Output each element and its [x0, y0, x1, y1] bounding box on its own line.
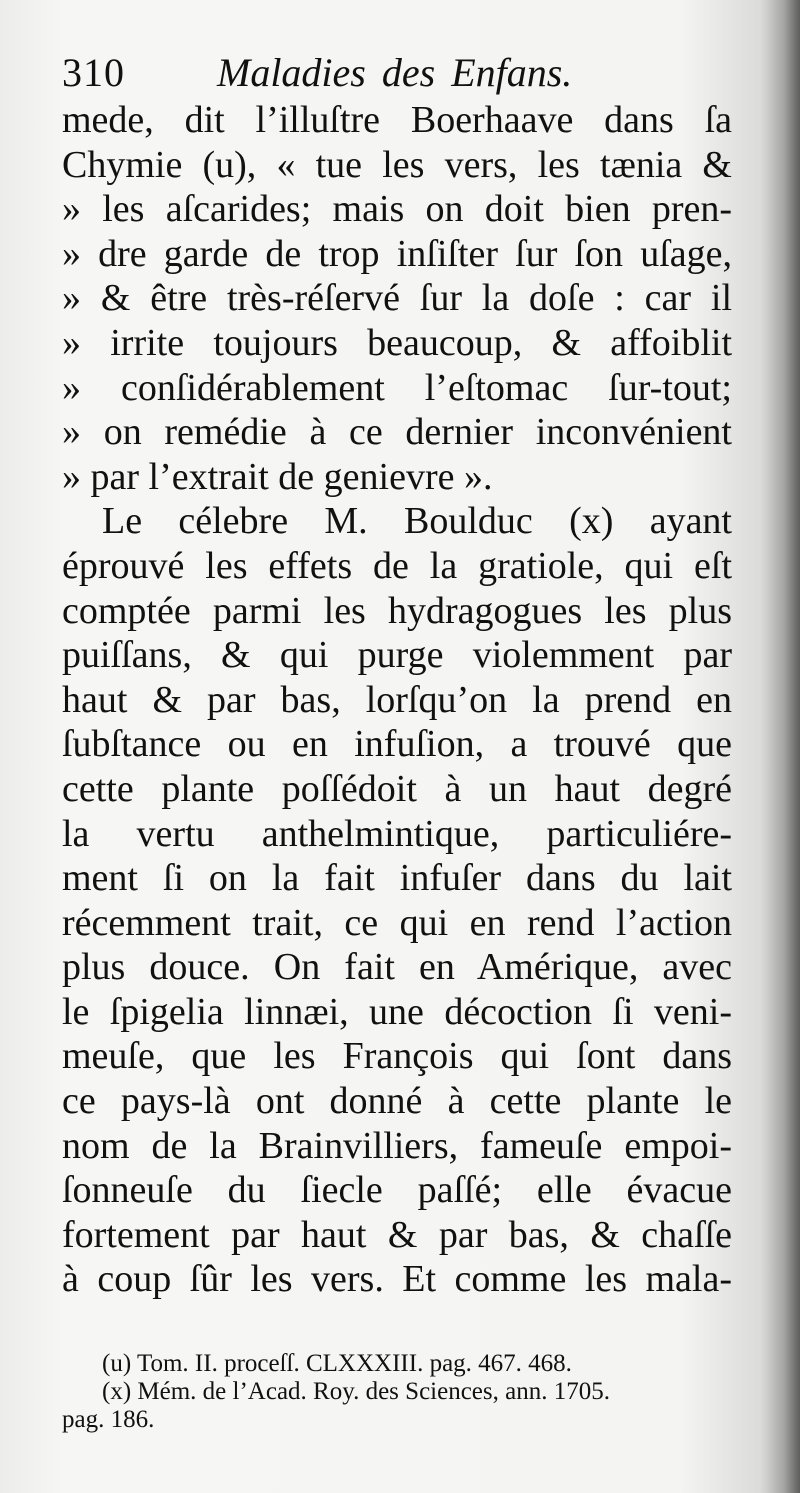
page-edge-shadow [760, 0, 800, 1493]
text-line: ce pays-là ont donné à cette plante le [62, 1080, 732, 1123]
text-line: la vertu anthelmintique, particuliére- [62, 812, 732, 855]
text-line: à coup ſûr les vers. Et comme les mala- [62, 1258, 732, 1301]
text-line: puiſſans, & qui purge violemment par [62, 634, 732, 677]
text-line: le ſpigelia linnæi, une décoction ſi veni- [62, 990, 732, 1033]
body-text [62, 98, 732, 1302]
footnote-x: (x) Mém. de l’Acad. Roy. des Sciences, ann. 1705. [102, 1378, 610, 1405]
text-line: nom de la Brainvilliers, fameuſe empoi- [62, 1124, 732, 1167]
text-line: haut & par bas, lorſqu’on la prend en [62, 678, 732, 721]
text-line: plus douce. On fait en Amérique, avec [62, 946, 732, 989]
page-number: 310 [62, 50, 125, 95]
text-line: » dre garde de trop inſiſter ſur ſon uſage, [62, 232, 732, 275]
text-line: meuſe, que les François qui ſont dans [62, 1035, 732, 1078]
text-line: cette plante poſſédoit à un haut degré [62, 767, 732, 810]
text-line: ſubſtance ou en infuſion, a trouvé que [62, 723, 732, 766]
text-line: » on remédie à ce dernier inconvénient [62, 411, 732, 454]
text-line: récemment trait, ce qui en rend l’action [62, 901, 732, 944]
text-line: comptée parmi les hydragogues les plus [62, 589, 732, 632]
footnote-x-continued: pag. 186. [62, 1406, 155, 1433]
text-line: Chymie (u), « tue les vers, les tænia & [62, 143, 732, 186]
text-line: mede, dit l’illuſtre Boerhaave dans ſa [62, 99, 732, 141]
running-title: Maladies des Enfans. [217, 50, 573, 95]
text-line: ment ſi on la fait infuſer dans du lait [62, 857, 732, 900]
footnote-u: (u) Tom. II. proceſſ. CLXXXIII. pag. 467. 468. [102, 1350, 572, 1377]
footnotes [62, 1350, 712, 1434]
text-line: » les aſcarides; mais on doit bien pren- [62, 188, 732, 231]
text-line: » conſidérablement l’eſtomac ſur-tout; [62, 366, 732, 409]
page-header [62, 48, 742, 98]
text-line: Le célebre M. Boulduc (x) ayant [102, 500, 732, 543]
text-line: » par l’extrait de genievre ». [62, 455, 493, 498]
text-line: » & être très-réſervé ſur la doſe : car il [62, 277, 732, 320]
text-line: fortement par haut & par bas, & chaſſe [62, 1213, 732, 1256]
text-line: ſonneuſe du ſiecle paſſé; elle évacue [62, 1169, 732, 1212]
text-line: éprouvé les effets de la gratiole, qui eſt [62, 544, 732, 587]
text-line: » irrite toujours beaucoup, & affoiblit [62, 321, 732, 364]
